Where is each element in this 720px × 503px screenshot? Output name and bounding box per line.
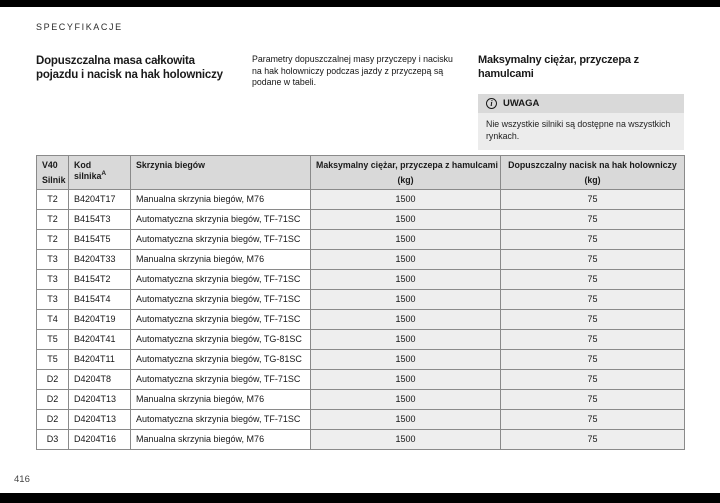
towbar-load-cell: 75: [501, 310, 685, 330]
engine-code-cell: B4154T4: [69, 290, 131, 310]
max-trailer-weight-cell: 1500: [311, 350, 501, 370]
intro-left-column: [36, 54, 252, 150]
towbar-load-cell: 75: [501, 330, 685, 350]
info-icon: i: [486, 98, 497, 109]
header-gearbox: Skrzynia biegów: [131, 156, 311, 190]
towbar-load-cell: 75: [501, 430, 685, 450]
max-trailer-weight-cell: 1500: [311, 290, 501, 310]
gearbox-cell: Manualna skrzynia biegów, M76: [131, 250, 311, 270]
intro-right-column: [478, 54, 684, 150]
engine-cell: T2: [37, 190, 69, 210]
table-row: [37, 370, 685, 390]
subsection-heading-line: Maksymalny ciężar, przyczepa z: [478, 54, 639, 66]
table-row: [37, 270, 685, 290]
engine-cell: D2: [37, 390, 69, 410]
max-trailer-weight-cell: 1500: [311, 190, 501, 210]
max-trailer-weight-cell: 1500: [311, 270, 501, 290]
header-engine-code: [69, 156, 131, 190]
gearbox-cell: Manualna skrzynia biegów, M76: [131, 190, 311, 210]
header-max-trailer-weight-line: Maksymalny ciężar, przyczepa z hamulcami: [316, 160, 498, 170]
bottom-border-bar: [0, 493, 720, 503]
page-title-line: Dopuszczalna masa całkowita: [36, 55, 195, 67]
towbar-load-cell: 75: [501, 250, 685, 270]
header-max-trailer-weight-unit: (kg): [397, 175, 414, 185]
engine-code-cell: D4204T13: [69, 390, 131, 410]
top-border-bar: [0, 0, 720, 7]
subsection-heading: [478, 54, 684, 81]
engine-code-cell: B4204T11: [69, 350, 131, 370]
engine-cell: T2: [37, 230, 69, 250]
towbar-load-cell: 75: [501, 390, 685, 410]
table-row: [37, 350, 685, 370]
intro-middle-column: [252, 54, 478, 150]
footnote-marker: A: [101, 170, 107, 177]
gearbox-cell: Automatyczna skrzynia biegów, TG-81SC: [131, 350, 311, 370]
subsection-heading-line: hamulcami: [478, 67, 534, 80]
engine-code-cell: D4204T13: [69, 410, 131, 430]
engine-cell: T5: [37, 350, 69, 370]
table-row: [37, 290, 685, 310]
gearbox-cell: Automatyczna skrzynia biegów, TF-71SC: [131, 370, 311, 390]
engine-cell: D2: [37, 370, 69, 390]
engine-cell: T5: [37, 330, 69, 350]
towbar-load-cell: 75: [501, 410, 685, 430]
intro-paragraph: Parametry dopuszczalnej masy przyczepy i nacisku na hak holowniczy podczas jazdy z przyczepą są podane w tabeli.: [252, 54, 453, 87]
header-max-trailer-weight: [311, 156, 501, 190]
max-trailer-weight-cell: 1500: [311, 430, 501, 450]
intro-section: [36, 54, 684, 150]
gearbox-cell: Automatyczna skrzynia biegów, TG-81SC: [131, 330, 311, 350]
gearbox-cell: Automatyczna skrzynia biegów, TF-71SC: [131, 310, 311, 330]
gearbox-cell: Automatyczna skrzynia biegów, TF-71SC: [131, 290, 311, 310]
table-row: [37, 250, 685, 270]
towbar-load-cell: 75: [501, 210, 685, 230]
header-towbar-load: [501, 156, 685, 190]
page-title: [36, 54, 242, 82]
max-trailer-weight-cell: 1500: [311, 410, 501, 430]
engine-code-cell: B4204T33: [69, 250, 131, 270]
engine-code-cell: B4204T41: [69, 330, 131, 350]
engine-cell: D2: [37, 410, 69, 430]
table-row: [37, 210, 685, 230]
max-trailer-weight-cell: 1500: [311, 370, 501, 390]
gearbox-cell: Automatyczna skrzynia biegów, TF-71SC: [131, 410, 311, 430]
header-towbar-load-line: Dopuszczalny nacisk na hak holowniczy: [508, 160, 677, 170]
spec-table-body: [37, 190, 685, 450]
table-row: [37, 410, 685, 430]
header-towbar-load-unit: (kg): [584, 175, 601, 185]
towbar-load-cell: 75: [501, 230, 685, 250]
max-trailer-weight-cell: 1500: [311, 390, 501, 410]
table-header-row: [37, 156, 685, 190]
engine-code-cell: D4204T8: [69, 370, 131, 390]
section-header: SPECYFIKACJE: [36, 22, 123, 32]
engine-code-cell: B4154T3: [69, 210, 131, 230]
max-trailer-weight-cell: 1500: [311, 330, 501, 350]
gearbox-cell: Automatyczna skrzynia biegów, TF-71SC: [131, 210, 311, 230]
engine-code-cell: B4154T5: [69, 230, 131, 250]
towbar-load-cell: 75: [501, 370, 685, 390]
header-engine-code-label: Kod silnika: [74, 160, 102, 181]
max-trailer-weight-cell: 1500: [311, 310, 501, 330]
table-row: [37, 330, 685, 350]
page-number: 416: [14, 474, 30, 485]
page-title-line: pojazdu i nacisk na hak holowniczy: [36, 69, 223, 81]
table-row: [37, 190, 685, 210]
gearbox-cell: Manualna skrzynia biegów, M76: [131, 390, 311, 410]
spec-table: [36, 155, 685, 450]
header-engine: [37, 156, 69, 190]
engine-cell: D3: [37, 430, 69, 450]
table-row: [37, 230, 685, 250]
engine-code-cell: D4204T16: [69, 430, 131, 450]
table-row: [37, 310, 685, 330]
towbar-load-cell: 75: [501, 290, 685, 310]
engine-code-cell: B4204T17: [69, 190, 131, 210]
max-trailer-weight-cell: 1500: [311, 230, 501, 250]
towbar-load-cell: 75: [501, 350, 685, 370]
towbar-load-cell: 75: [501, 190, 685, 210]
header-engine-line: V40: [42, 160, 58, 170]
table-row: [37, 390, 685, 410]
engine-code-cell: B4204T19: [69, 310, 131, 330]
max-trailer-weight-cell: 1500: [311, 250, 501, 270]
engine-code-cell: B4154T2: [69, 270, 131, 290]
note-title-bar: [478, 94, 684, 113]
towbar-load-cell: 75: [501, 270, 685, 290]
gearbox-cell: Automatyczna skrzynia biegów, TF-71SC: [131, 230, 311, 250]
header-engine-line: Silnik: [42, 175, 66, 185]
table-row: [37, 430, 685, 450]
note-text: Nie wszystkie silniki są dostępne na wszystkich rynkach.: [478, 113, 684, 150]
engine-cell: T3: [37, 270, 69, 290]
gearbox-cell: Automatyczna skrzynia biegów, TF-71SC: [131, 270, 311, 290]
note-title: UWAGA: [503, 98, 540, 109]
note-box: [478, 94, 684, 150]
engine-cell: T4: [37, 310, 69, 330]
engine-cell: T2: [37, 210, 69, 230]
max-trailer-weight-cell: 1500: [311, 210, 501, 230]
engine-cell: T3: [37, 290, 69, 310]
engine-cell: T3: [37, 250, 69, 270]
gearbox-cell: Manualna skrzynia biegów, M76: [131, 430, 311, 450]
